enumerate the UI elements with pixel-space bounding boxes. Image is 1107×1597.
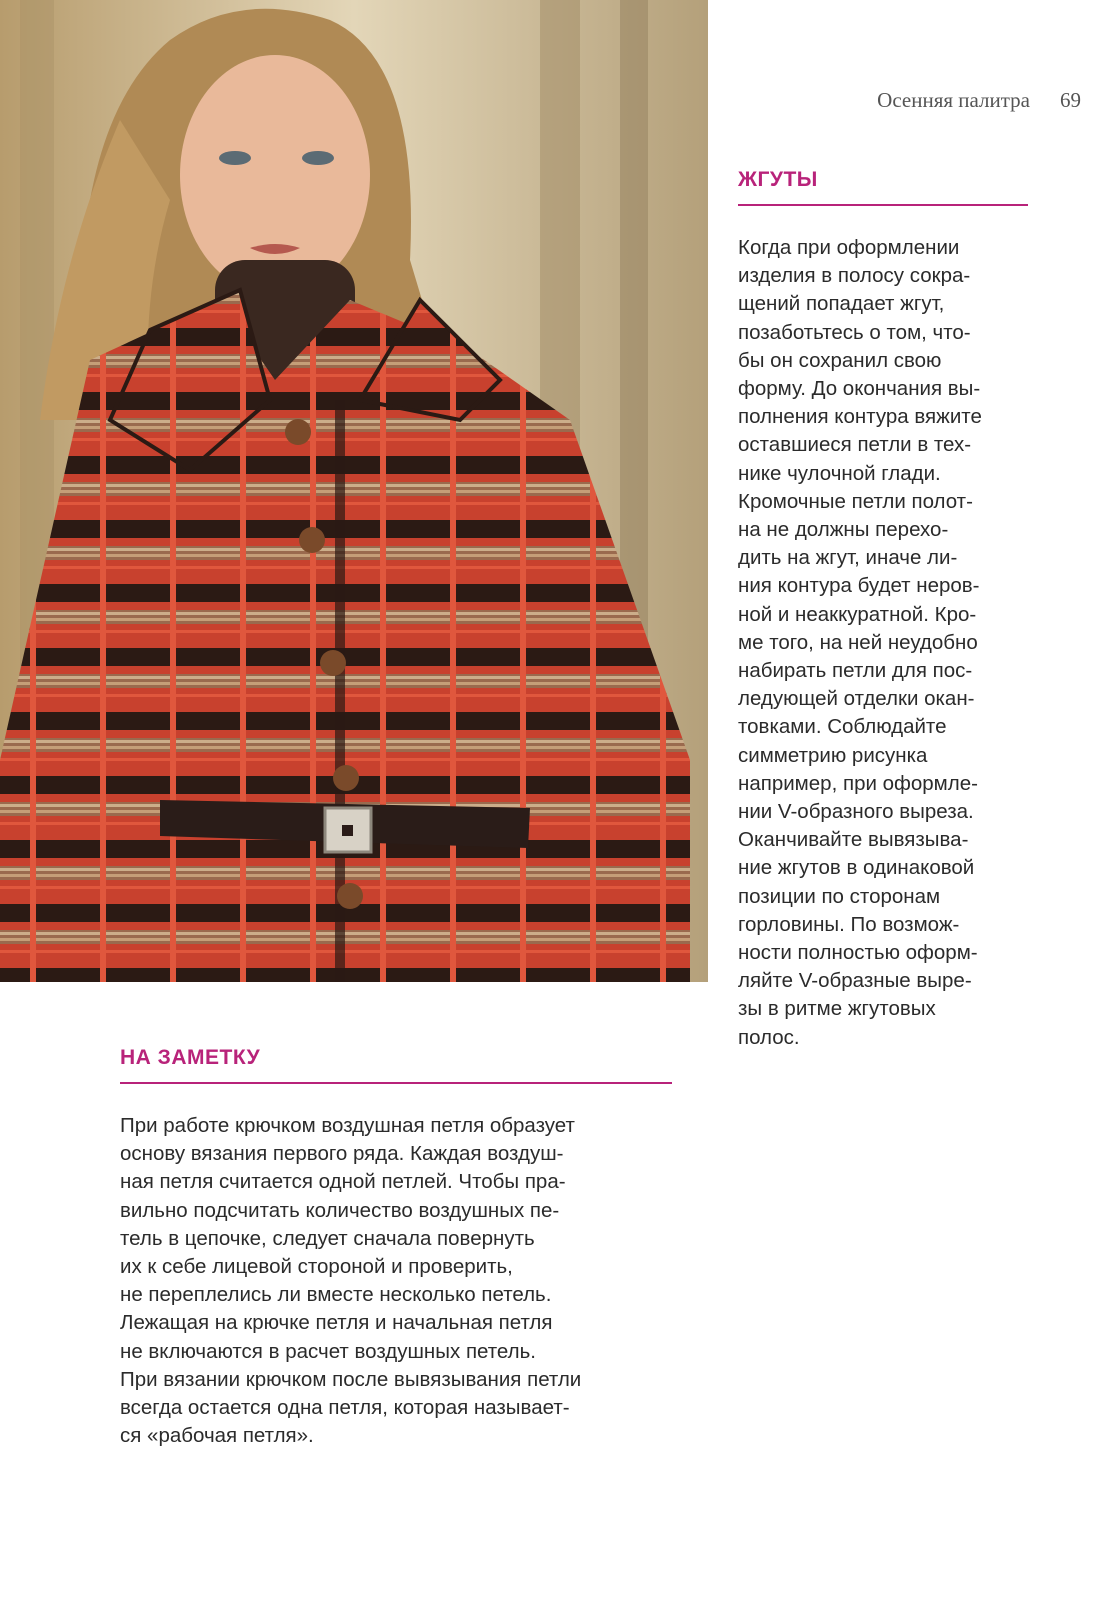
text-line: При работе крючком воздушная петля образует (120, 1114, 575, 1137)
text-line: Когда при оформлении (738, 236, 960, 259)
note-body-text (120, 1112, 581, 1450)
text-line: щений попадает жгут, (738, 292, 945, 316)
text-line: набирать петли для пос- (738, 659, 973, 683)
text-line: например, при оформле- (738, 771, 978, 795)
text-line: не включаются в расчет воздушных петель. (120, 1339, 536, 1363)
note-heading: НА ЗАМЕТКУ (120, 1046, 261, 1069)
text-line: ной и неаккуратной. Кро- (738, 602, 977, 626)
text-line: При вязании крючком после вывязывания петли (120, 1367, 582, 1391)
sidebar-body-text (738, 234, 982, 1052)
text-line: изделия в полосу сокра- (738, 264, 971, 288)
section-title: Осенняя палитра (877, 88, 1030, 112)
text-line: оставшиеся петли в тех- (738, 433, 972, 457)
note-heading-rule (120, 1082, 672, 1084)
text-line: всегда остается одна петля, которая называет- (120, 1396, 570, 1420)
text-line: ности полностью оформ- (738, 941, 978, 965)
text-line: ся «рабочая петля». (120, 1424, 314, 1448)
text-line: зы в ритме жгутовых (738, 997, 936, 1021)
text-line: полос. (738, 1025, 800, 1049)
text-line: Оканчивайте вывязыва- (738, 828, 969, 852)
text-line: полнения контура вяжите (738, 405, 982, 429)
text-line: товками. Соблюдайте (738, 715, 947, 739)
text-line: позиции по сторонам (738, 884, 941, 908)
text-line: ная петля считается одной петлей. Чтобы пра- (120, 1170, 566, 1194)
text-line: на не должны перехо- (738, 518, 949, 542)
text-line: симметрию рисунка (738, 743, 928, 767)
text-line: ния контура будет неров- (738, 574, 980, 598)
text-line: основу вязания первого ряда. Каждая воздуш- (120, 1142, 564, 1166)
text-line: горловины. По возмож- (738, 912, 960, 936)
text-line: не переплелись ли вместе несколько петель. (120, 1283, 552, 1307)
page-number: 69 (1060, 88, 1081, 112)
jacket-photo-illustration (0, 0, 708, 982)
text-line: ме того, на ней неудобно (738, 630, 978, 654)
text-line: Лежащая на крючке петля и начальная петля (120, 1311, 553, 1335)
page-header (877, 88, 1081, 113)
text-line: дить на жгут, иначе ли- (738, 546, 958, 570)
text-line: бы он сохранил свою (738, 348, 942, 372)
text-line: вильно подсчитать количество воздушных пе- (120, 1198, 560, 1222)
text-line: ляйте V-образные выре- (738, 969, 972, 993)
text-line: их к себе лицевой стороной и проверить, (120, 1255, 513, 1279)
text-line: позаботьтесь о том, что- (738, 320, 971, 344)
sidebar-heading-rule (738, 204, 1028, 206)
text-line: Кромочные петли полот- (738, 489, 973, 513)
text-line: ние жгутов в одинаковой (738, 856, 975, 880)
text-line: нии V-образного выреза. (738, 800, 974, 824)
model-photo (0, 0, 708, 982)
text-line: ледующей отделки окан- (738, 687, 975, 711)
text-line: форму. До окончания вы- (738, 377, 981, 401)
text-line: нике чулочной глади. (738, 461, 941, 485)
sidebar-heading: ЖГУТЫ (738, 168, 818, 191)
text-line: тель в цепочке, следует сначала повернуть (120, 1226, 535, 1250)
